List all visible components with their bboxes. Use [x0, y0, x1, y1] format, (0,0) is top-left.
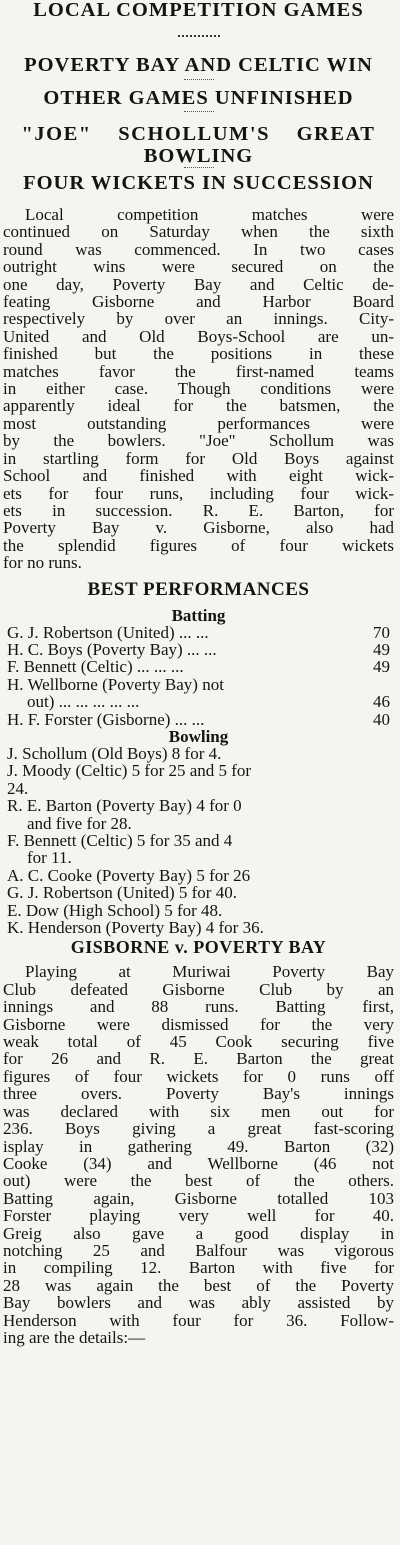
report-line: Henderson with four for 36. Follow- [3, 1310, 394, 1330]
intro-line: round was commenced. In two cases [3, 239, 394, 259]
bowling-entry-cont: and five for 28. [27, 813, 132, 833]
intro-line: Local competition matches were [25, 205, 394, 224]
batsman-runs: 70 [373, 622, 390, 642]
report-line: was declared with six men out for [3, 1101, 394, 1121]
headline-divider [178, 35, 220, 38]
report-line: Forster playing very well for 40. [3, 1206, 394, 1226]
headline-local-competition: LOCAL COMPETITION GAMES [33, 0, 364, 21]
batsman-name: H. Wellborne (Poverty Bay) not [7, 674, 224, 694]
headline-divider [184, 167, 214, 169]
report-line: Greig also gave a good display in [3, 1223, 394, 1243]
report-line: Bay bowlers and was ably assisted by [3, 1293, 394, 1313]
batsman-runs: 40 [373, 709, 390, 729]
bowling-entry: A. C. Cooke (Poverty Bay) 5 for 26 [7, 865, 251, 885]
headline-poverty-bay-celtic: POVERTY BAY AND CELTIC WIN [24, 54, 373, 76]
batting-list [3, 624, 394, 728]
intro-line: ets for four runs, including four wick- [3, 483, 394, 503]
report-line: ing are the details:— [3, 1327, 146, 1347]
report-line: Cooke (34) and Wellborne (46 not [3, 1153, 394, 1173]
batsman-runs: 49 [373, 639, 390, 659]
bowling-entry: J. Moody (Celtic) 5 for 25 and 5 for [7, 761, 252, 781]
game-report [3, 963, 394, 1346]
batting-row [3, 693, 394, 710]
intro-line: School and finished with eight wick- [3, 466, 394, 486]
batsman-runs: 49 [373, 657, 390, 677]
batsman-name: H. F. Forster (Gisborne) ... ... [7, 709, 205, 729]
report-line: out) were the best of the others. [3, 1171, 394, 1191]
bowling-entry: K. Henderson (Poverty Bay) 4 for 36. [7, 918, 264, 938]
headline-four-wickets: FOUR WICKETS IN SUCCESSION [23, 172, 374, 194]
report-line: isplay in gathering 49. Barton (32) [3, 1136, 394, 1156]
bowling-entry: E. Dow (High School) 5 for 48. [7, 900, 223, 920]
intro-line: apparently ideal for the batsmen, the [3, 396, 394, 416]
batsman-name: H. C. Boys (Poverty Bay) ... ... [7, 639, 217, 659]
intro-line: feating Gisborne and Harbor Board [3, 292, 394, 312]
report-line: figures of four wickets for 0 runs off [3, 1066, 394, 1086]
headline-schollum-bowling [3, 123, 394, 167]
headline-schollum-line1: "JOE" SCHOLLUM'S GREAT [21, 123, 376, 145]
intro-paragraph [3, 206, 394, 572]
bowling-entry: F. Bennett (Celtic) 5 for 35 and 4 [7, 831, 233, 850]
batting-row [3, 658, 394, 675]
report-line: Club defeated Gisborne Club by an [3, 979, 394, 999]
report-line: 236. Boys giving a great fast-scoring [3, 1119, 394, 1139]
intro-line: finished but the positions in these [3, 344, 394, 364]
report-line: Playing at Muriwai Poverty Bay [25, 962, 394, 982]
batsman-runs: 46 [373, 692, 390, 712]
report-line: for 26 and R. E. Barton the great [3, 1049, 394, 1069]
intro-line: United and Old Boys-School are un- [3, 326, 394, 346]
intro-line: the splendid figures of four wickets [3, 535, 394, 555]
batsman-name: G. J. Robertson (United) ... ... [7, 622, 209, 642]
batsman-name: F. Bennett (Celtic) ... ... ... [7, 657, 184, 677]
intro-line: most outstanding performances were [3, 413, 394, 433]
report-line: notching 25 and Balfour was vigorous [3, 1240, 394, 1260]
bowling-heading: Bowling [168, 726, 229, 746]
intro-line: for no runs. [3, 553, 82, 573]
report-line: three overs. Poverty Bay's innings [3, 1084, 394, 1104]
bowling-entry: J. Schollum (Old Boys) 8 for 4. [7, 743, 222, 763]
headline-other-games: OTHER GAMES UNFINISHED [43, 87, 354, 109]
intro-line: in startling form for Old Boys against [3, 448, 394, 468]
report-line: in compiling 12. Barton with five for [3, 1258, 394, 1278]
batting-row [3, 624, 394, 641]
intro-line: ets in succession. R. E. Barton, for [3, 500, 394, 520]
intro-line: in either case. Though conditions were [3, 379, 394, 399]
intro-line: continued on Saturday when the sixth [3, 222, 394, 242]
report-line: innings and 88 runs. Batting first, [3, 997, 394, 1017]
bowling-entry: G. J. Robertson (United) 5 for 40. [7, 883, 237, 903]
intro-line: matches favor the first-named teams [3, 361, 394, 381]
headline-divider [184, 79, 214, 81]
intro-line: one day, Poverty Bay and Celtic de- [3, 274, 394, 294]
batting-row [3, 676, 394, 693]
batsman-name-cont: out) ... ... ... ... ... [27, 692, 140, 712]
report-line: 28 was again the best of the Poverty [3, 1275, 394, 1295]
report-line: weak total of 45 Cook securing five [3, 1032, 394, 1052]
bowling-list [3, 745, 394, 936]
batting-heading: Batting [171, 605, 226, 625]
batting-row [3, 641, 394, 658]
best-performances-heading: BEST PERFORMANCES [87, 578, 310, 600]
intro-line: outright wins were secured on the [3, 257, 394, 277]
headline-divider [184, 111, 214, 113]
intro-line: Poverty Bay v. Gisborne, also had [3, 518, 394, 538]
game-heading: GISBORNE v. POVERTY BAY [70, 937, 327, 958]
bowling-entry-cont: 24. [7, 778, 29, 798]
headline-schollum-line2: BOWLING [143, 145, 254, 167]
report-line: Gisborne were dismissed for the very [3, 1014, 394, 1034]
batting-row [3, 711, 394, 728]
report-line: Batting again, Gisborne totalled 103 [3, 1188, 394, 1208]
intro-line: respectively by over an innings. City- [3, 309, 394, 329]
bowling-entry-cont: for 11. [27, 848, 72, 868]
bowling-entry: R. E. Barton (Poverty Bay) 4 for 0 [7, 796, 242, 816]
intro-line: by the bowlers. "Joe" Schollum was [3, 431, 394, 451]
